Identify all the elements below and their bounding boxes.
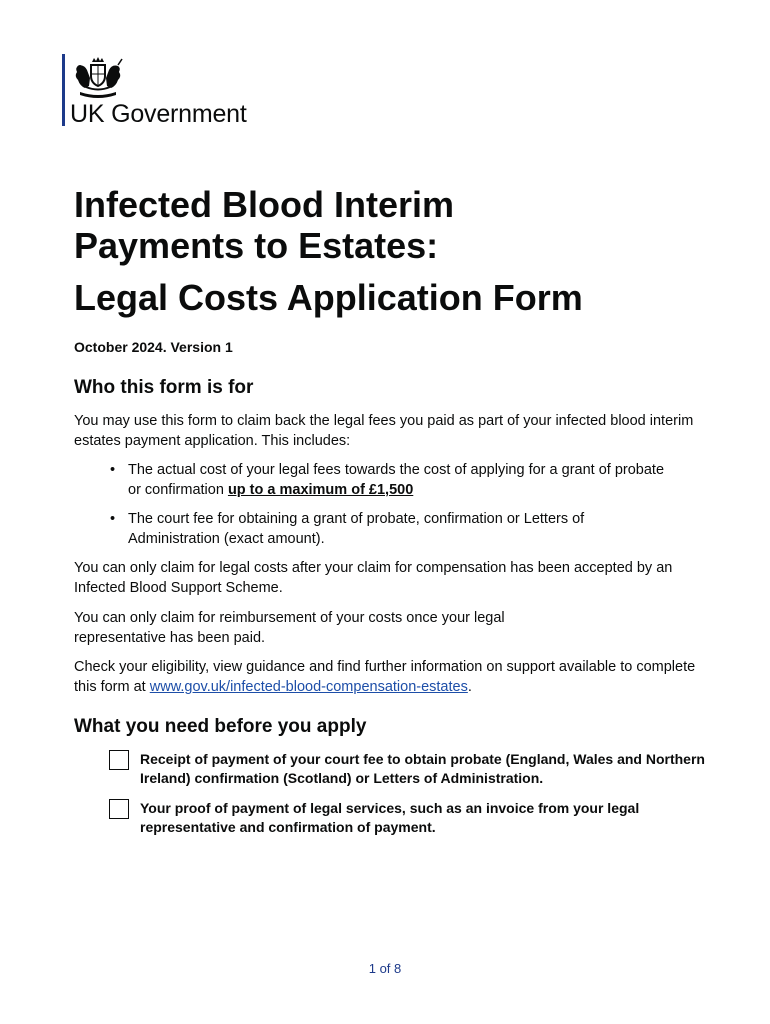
maximum-amount-emphasis: up to a maximum of £1,500	[227, 482, 414, 498]
bullet-dot: •	[110, 511, 116, 527]
claim-paragraph: You can only claim for legal costs after your claim for compensation has been accepted by an Infected Blood Support Scheme.	[74, 560, 673, 596]
eligibility-paragraph	[74, 657, 704, 697]
title-line-2: Payments to Estates:	[74, 225, 439, 266]
section-heading-need: What you need before you apply	[74, 716, 367, 737]
uk-government-logo	[62, 54, 292, 126]
bullet-dot: •	[110, 462, 116, 478]
guidance-link[interactable]: www.gov.uk/infected-blood-compensation-estates	[149, 679, 468, 695]
link-suffix: .	[467, 679, 472, 695]
reimburse-paragraph	[74, 608, 704, 648]
court-fee-checkbox[interactable]	[109, 750, 129, 770]
bullet-text: The court fee for obtaining a grant of probate, confirmation or Letters of Administration (exact amount).	[128, 511, 585, 547]
eligibility-text: Check your eligibility, view guidance and find further information on support available to complete this form at	[74, 659, 696, 695]
document-subtitle: Legal Costs Application Form	[74, 277, 583, 318]
checklist-label: Your proof of payment of legal services, such as an invoice from your legal representative and confirmation of payment.	[140, 800, 640, 835]
list-item	[110, 509, 670, 549]
page-number: 1 of 8	[368, 961, 402, 976]
reimburse-line-2: representative has been paid.	[74, 630, 266, 646]
legal-services-checkbox[interactable]	[109, 799, 129, 819]
bullet-text: The actual cost of your legal fees towards the cost of applying for a grant of probate or confirmation	[128, 462, 665, 498]
section-heading-who: Who this form is for	[74, 377, 254, 398]
version-label: October 2024. Version 1	[74, 339, 233, 355]
checklist-label: Receipt of payment of your court fee to obtain probate (England, Wales and Northern Ireland) confirmation (Scotland) or Letters of Administration.	[140, 751, 705, 786]
royal-coat-of-arms-icon	[72, 56, 124, 100]
title-line-1: Infected Blood Interim	[74, 184, 455, 225]
org-name: UK Government	[70, 100, 247, 128]
list-item	[110, 460, 670, 500]
intro-paragraph: You may use this form to claim back the legal fees you paid as part of your infected blood interim estates payment application. This includes:	[74, 413, 694, 449]
reimburse-line-1: You can only claim for reimbursement of your costs once your legal	[74, 610, 505, 626]
logo-accent-bar	[62, 54, 65, 126]
document-title	[74, 184, 714, 266]
